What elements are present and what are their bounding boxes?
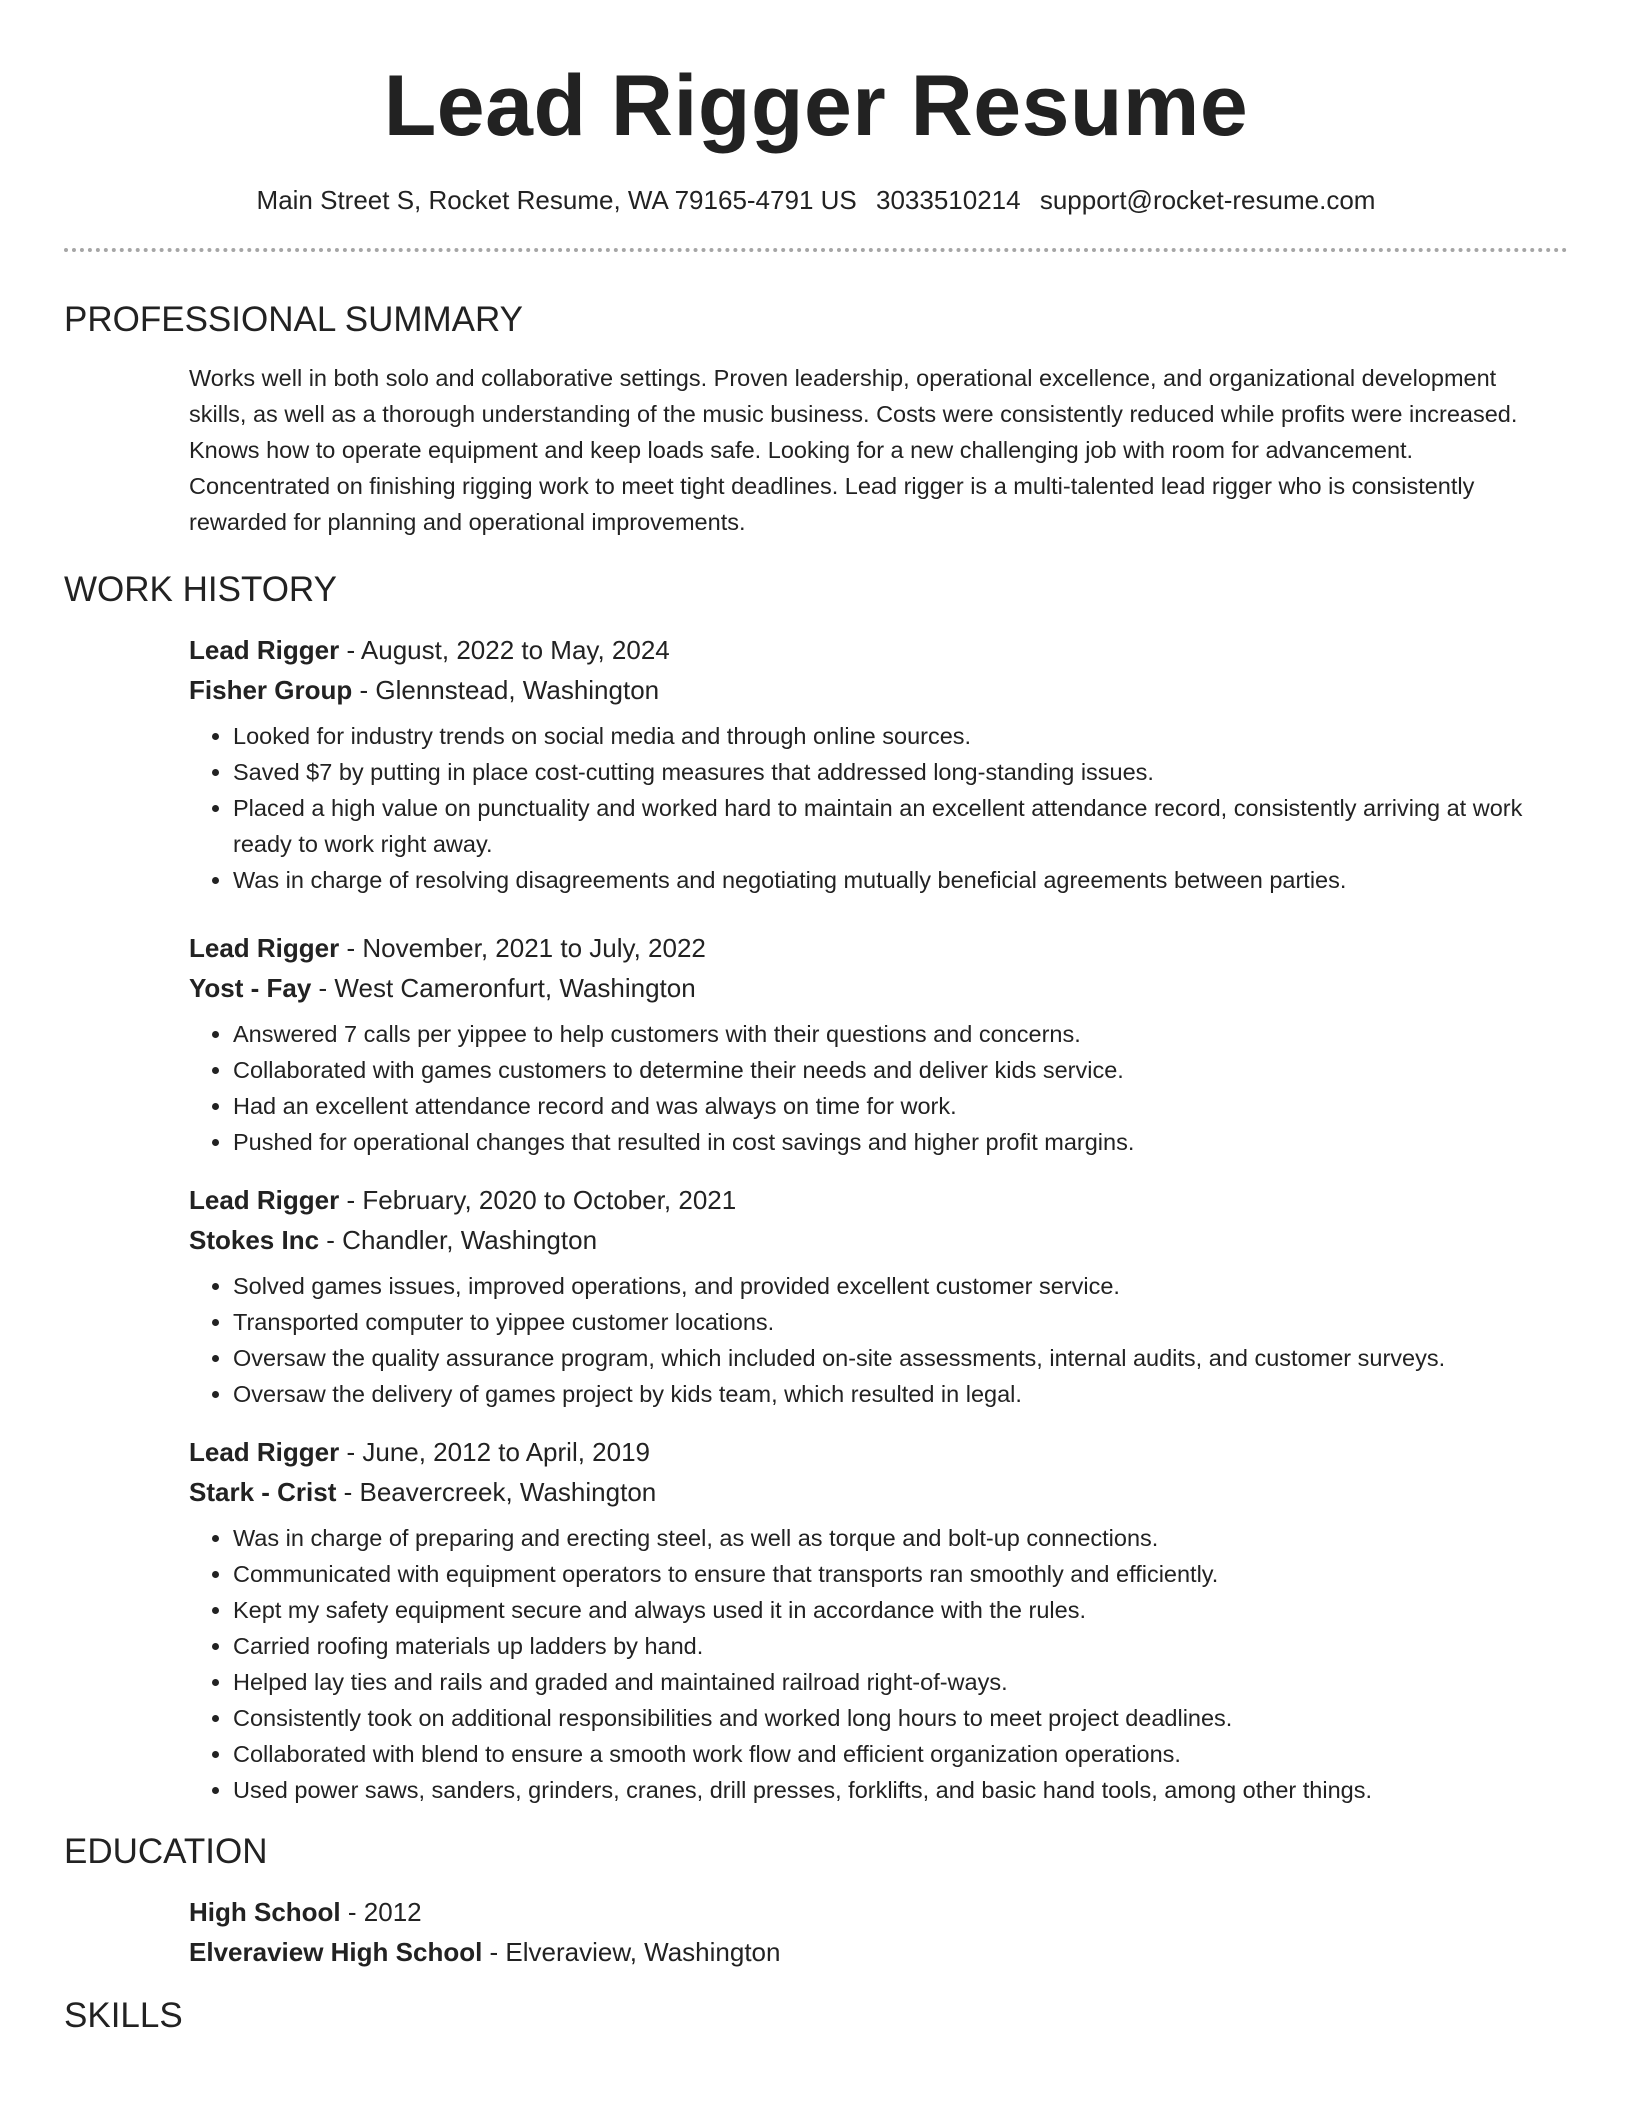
job-entry (189, 1180, 1552, 1412)
job-title: Lead Rigger (189, 1437, 340, 1467)
job-bullet: • Oversaw the quality assurance program, which included on-site assessments, internal audits, and customer surveys. (233, 1340, 1552, 1376)
job-bullet: • Saved $7 by putting in place cost-cutting measures that addressed long-standing issues. (233, 754, 1552, 790)
education-heading: EDUCATION (64, 1832, 268, 1871)
job-dates: - February, 2020 to October, 2021 (339, 1185, 737, 1215)
job-bullet: • Communicated with equipment operators to ensure that transports ran smoothly and efficiently. (233, 1556, 1552, 1592)
education-location: - Elveraview, Washington (482, 1937, 781, 1967)
job-company-line (189, 670, 1552, 710)
job-bullet: • Was in charge of resolving disagreements and negotiating mutually beneficial agreements between parties. (233, 862, 1552, 898)
job-company: Fisher Group (189, 675, 353, 705)
job-bullet: • Helped lay ties and rails and graded and maintained railroad right-of-ways. (233, 1664, 1552, 1700)
job-entry (189, 630, 1552, 898)
job-bullet: • Consistently took on additional responsibilities and worked long hours to meet project deadlines. (233, 1700, 1552, 1736)
job-title: Lead Rigger (189, 635, 340, 665)
education-school-line (189, 1932, 1552, 1972)
job-bullet: • Used power saws, sanders, grinders, cranes, drill presses, forklifts, and basic hand tools, among other things. (233, 1772, 1552, 1808)
job-company-line (189, 968, 1552, 1008)
job-dates: - November, 2021 to July, 2022 (339, 933, 706, 963)
job-bullet: • Was in charge of preparing and erecting steel, as well as torque and bolt-up connections. (233, 1520, 1552, 1556)
education-degree: High School (189, 1897, 341, 1927)
job-dates: - June, 2012 to April, 2019 (339, 1437, 651, 1467)
header-divider (64, 248, 1568, 252)
contact-email: support@rocket-resume.com (1039, 185, 1376, 215)
job-company-line (189, 1472, 1552, 1512)
education-section (64, 1830, 1568, 1972)
contact-line (64, 184, 1568, 216)
resume-title: Lead Rigger Resume (383, 58, 1249, 154)
job-location: - Chandler, Washington (319, 1225, 598, 1255)
job-bullet: • Placed a high value on punctuality and worked hard to maintain an excellent attendance record, consistently arriving at work ready to work right away. (233, 790, 1552, 862)
job-company-line (189, 1220, 1552, 1260)
job-company: Yost - Fay (189, 973, 312, 1003)
work-history-heading: WORK HISTORY (64, 570, 337, 609)
job-bullet: • Had an excellent attendance record and was always on time for work. (233, 1088, 1552, 1124)
job-entry (189, 928, 1552, 1160)
job-bullets (189, 718, 1552, 898)
job-company: Stark - Crist (189, 1477, 337, 1507)
job-bullet: • Carried roofing materials up ladders by hand. (233, 1628, 1552, 1664)
job-dates: - August, 2022 to May, 2024 (339, 635, 670, 665)
summary-body (189, 360, 1552, 540)
job-bullet: • Transported computer to yippee customer locations. (233, 1304, 1552, 1340)
job-bullet: • Kept my safety equipment secure and always used it in accordance with the rules. (233, 1592, 1552, 1628)
education-school: Elveraview High School (189, 1937, 483, 1967)
job-bullet: • Collaborated with blend to ensure a smooth work flow and efficient organization operations. (233, 1736, 1552, 1772)
job-company: Stokes Inc (189, 1225, 320, 1255)
contact-phone: 3033510214 (875, 185, 1021, 215)
education-year: - 2012 (340, 1897, 422, 1927)
job-bullet: • Answered 7 calls per yippee to help customers with their questions and concerns. (233, 1016, 1552, 1052)
work-history-section (64, 568, 1568, 1808)
job-location: - West Cameronfurt, Washington (311, 973, 696, 1003)
skills-section (64, 1994, 1568, 2038)
job-bullet: • Collaborated with games customers to determine their needs and deliver kids service. (233, 1052, 1552, 1088)
job-bullet: • Oversaw the delivery of games project by kids team, which resulted in legal. (233, 1376, 1552, 1412)
job-location: - Beavercreek, Washington (336, 1477, 657, 1507)
job-title-line (189, 1432, 1552, 1472)
job-title-line (189, 1180, 1552, 1220)
job-title: Lead Rigger (189, 933, 340, 963)
job-bullet: • Looked for industry trends on social media and through online sources. (233, 718, 1552, 754)
job-location: - Glennstead, Washington (352, 675, 660, 705)
job-title: Lead Rigger (189, 1185, 340, 1215)
job-title-line (189, 630, 1552, 670)
skills-heading: SKILLS (64, 1996, 183, 2035)
summary-text: Works well in both solo and collaborative settings. Proven leadership, operational excellence, and organizational development skills, as well as a thorough understanding of the music business. Costs were consistently reduced while profits were increased. Knows how to operate equipment and keep loads safe. Looking for a new challenging job with room for advancement. Concentrated on finishing rigging work to meet tight deadlines. Lead rigger is a multi-talented lead rigger who is consistently rewarded for planning and operational improvements. (189, 365, 1518, 535)
contact-address: Main Street S, Rocket Resume, WA 79165-4791 US (256, 185, 857, 215)
job-bullet: • Solved games issues, improved operations, and provided excellent customer service. (233, 1268, 1552, 1304)
job-bullets (189, 1016, 1552, 1160)
job-bullets (189, 1268, 1552, 1412)
education-entry (189, 1892, 1552, 1972)
job-bullet: • Pushed for operational changes that resulted in cost savings and higher profit margins. (233, 1124, 1552, 1160)
job-entry (189, 1432, 1552, 1808)
education-degree-line (189, 1892, 1552, 1932)
job-title-line (189, 928, 1552, 968)
summary-section (64, 298, 1568, 540)
job-bullets (189, 1520, 1552, 1808)
summary-heading: PROFESSIONAL SUMMARY (64, 300, 523, 339)
